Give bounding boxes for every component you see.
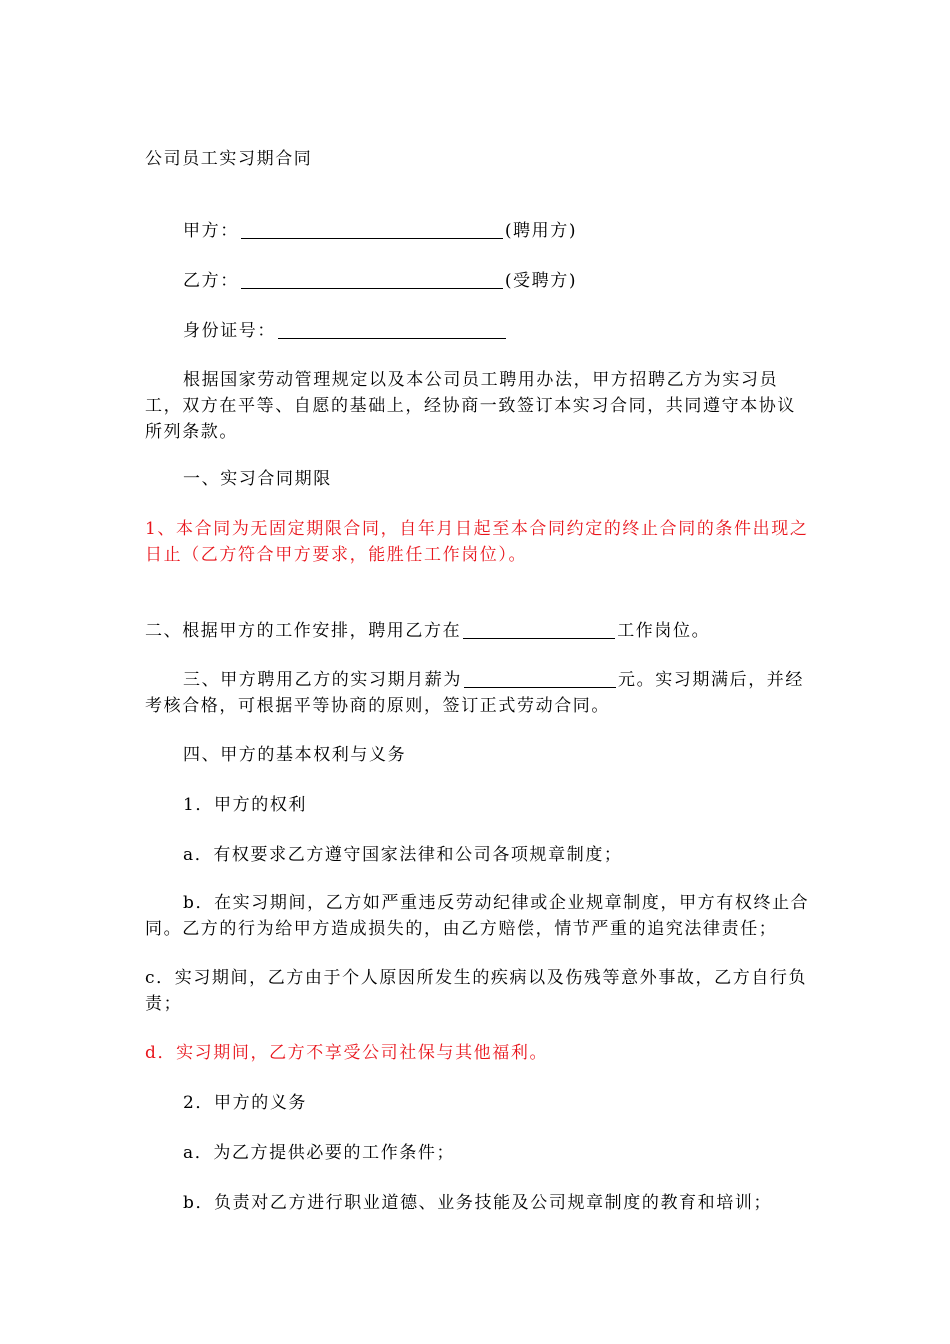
party-a-label: 甲方： [183,221,239,241]
section-1-heading: 一、实习合同期限 [183,469,332,489]
rights-item-a: a．有权要求乙方遵守国家法律和公司各项规章制度； [183,845,623,865]
obligations-heading: 2．甲方的义务 [183,1093,308,1113]
section-3-text-before: 三、甲方聘用乙方的实习期月薪为 [183,670,462,690]
party-a-suffix: (聘用方) [504,221,578,241]
id-number-label: 身份证号： [183,321,276,341]
document-title: 公司员工实习期合同 [145,149,313,169]
party-b-label: 乙方： [183,271,239,291]
party-b-blank[interactable] [241,270,503,289]
rights-item-b: b．在实习期间，乙方如严重违反劳动纪律或企业规章制度，甲方有权终止合同。乙方的行为给甲方造成损失的，由乙方赔偿，情节严重的追究法律责任； [145,893,810,939]
section-2-blank[interactable] [463,620,615,639]
section-2-line [145,618,810,644]
intro-paragraph: 根据国家劳动管理规定以及本公司员工聘用办法，甲方招聘乙方为实习员工，双方在平等、自愿的基础上，经协商一致签订本实习合同，共同遵守本协议所列条款。 [145,370,796,442]
section-3-blank[interactable] [464,669,616,688]
section-4-heading: 四、甲方的基本权利与义务 [183,745,407,765]
id-number-line [145,318,810,344]
party-b-suffix: (受聘方) [504,271,578,291]
section-2-text-before: 二、根据甲方的工作安排，聘用乙方在 [145,621,462,641]
rights-heading: 1．甲方的权利 [183,795,308,815]
party-a-blank[interactable] [241,220,503,239]
section-2-text-after: 工作岗位。 [617,621,711,641]
party-b-line [145,268,810,294]
rights-item-d: d．实习期间，乙方不享受公司社保与其他福利。 [145,1043,549,1063]
rights-item-c: c．实习期间，乙方由于个人原因所发生的疾病以及伤残等意外事故，乙方自行负责； [145,968,808,1014]
section-3-text-after: 元。实习期满后，并经考核合格，可根据平等协商的原则，签订正式劳动合同。 [145,670,804,716]
obligations-item-b: b．负责对乙方进行职业道德、业务技能及公司规章制度的教育和培训； [183,1193,773,1213]
section-3-paragraph [145,667,810,719]
party-a-line [145,218,810,244]
obligations-item-a: a．为乙方提供必要的工作条件； [183,1143,456,1163]
id-number-blank[interactable] [278,320,506,339]
section-1-clause-1: 1、本合同为无固定期限合同，自年月日起至本合同约定的终止合同的条件出现之日止（乙方符合甲方要求，能胜任工作岗位）。 [145,519,809,565]
